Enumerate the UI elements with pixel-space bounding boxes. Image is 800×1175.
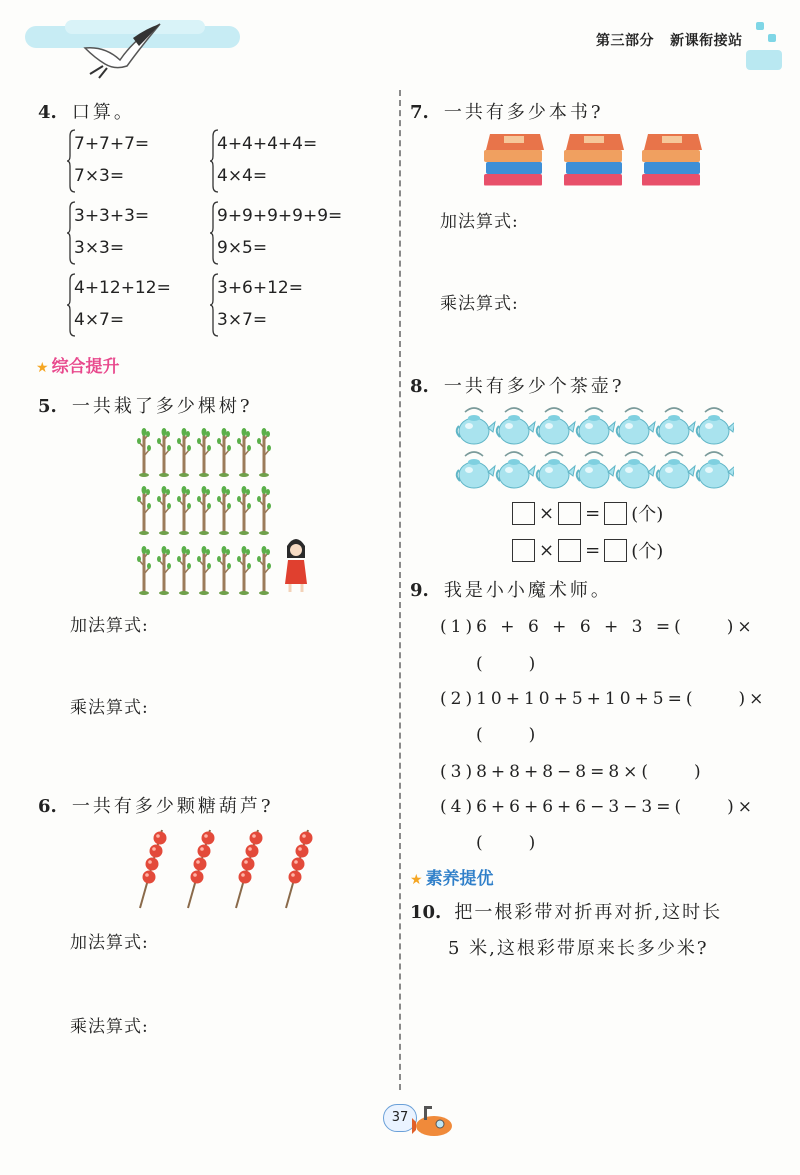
star-icon: ★ xyxy=(410,872,423,888)
unit-label: (个) xyxy=(631,504,664,525)
magic-item-2-blank[interactable]: ( ) xyxy=(476,725,540,745)
question-10 xyxy=(410,898,722,924)
magic-item-1-blank[interactable]: ( ) xyxy=(476,654,540,674)
multiplication-label: 乘法算式: xyxy=(440,294,519,314)
teapots-illustration xyxy=(454,404,734,492)
calc-mul: 9×5= xyxy=(217,238,268,258)
question-text: 把一根彩带对折再对折,这时长 xyxy=(454,902,723,923)
question-number: 9. xyxy=(410,580,429,601)
answer-box[interactable] xyxy=(512,502,535,525)
magic-item-4: (4)6+6+6+6−3−3=( )× xyxy=(440,797,756,817)
books-illustration xyxy=(482,128,708,192)
question-text: 我是小小魔术师。 xyxy=(443,580,612,601)
question-number: 7. xyxy=(410,102,429,123)
calc-pair xyxy=(66,200,206,266)
magic-item-1: (1)6 + 6 + 6 + 3 =( )× xyxy=(440,617,756,637)
girl-icon xyxy=(285,539,307,592)
magic-item-2: (2)10+10+5+10+5=( )× xyxy=(440,689,768,709)
calc-mul: 4×4= xyxy=(217,166,268,186)
page-number: 37 xyxy=(383,1104,417,1132)
calc-pair xyxy=(66,128,206,194)
question-text: 一共有多少颗糖葫芦? xyxy=(71,796,274,817)
answer-box[interactable] xyxy=(558,539,581,562)
calc-pair xyxy=(66,272,206,338)
question-7 xyxy=(410,98,604,124)
addition-label: 加法算式: xyxy=(70,616,149,636)
multiplication-label: 乘法算式: xyxy=(70,698,149,718)
section-heading xyxy=(410,864,494,889)
question-text: 口算。 xyxy=(71,102,135,123)
calc-mul: 3×3= xyxy=(74,238,125,258)
answer-box[interactable] xyxy=(512,539,535,562)
question-text: 一共栽了多少棵树? xyxy=(71,396,253,417)
addition-label: 加法算式: xyxy=(70,933,149,953)
calc-mul: 7×3= xyxy=(74,166,125,186)
calc-mul: 4×7= xyxy=(74,310,125,330)
question-text-continued: 5 米,这根彩带原来长多少米? xyxy=(448,938,709,959)
candied-haws-illustration xyxy=(132,828,332,912)
question-number: 5. xyxy=(38,396,57,417)
magic-item-4-blank[interactable]: ( ) xyxy=(476,833,540,853)
question-text: 一共有多少个茶壶? xyxy=(443,376,625,397)
calc-mul: 3×7= xyxy=(217,310,268,330)
trees-illustration xyxy=(136,424,316,598)
calc-add: 7+7+7= xyxy=(74,134,150,154)
question-text: 一共有多少本书? xyxy=(443,102,604,123)
addition-label: 加法算式: xyxy=(440,212,519,232)
star-icon: ★ xyxy=(36,360,49,376)
header-decoration xyxy=(742,20,782,70)
question-5 xyxy=(38,392,253,418)
calc-add: 4+12+12= xyxy=(74,278,171,298)
submarine-icon xyxy=(410,1098,454,1142)
calc-pair xyxy=(209,200,349,266)
section-title: 综合提升 xyxy=(51,357,120,377)
blank-equation: × = (个) xyxy=(510,500,665,526)
question-8 xyxy=(410,372,625,398)
question-number: 10. xyxy=(410,902,442,923)
question-number: 8. xyxy=(410,376,429,397)
header-part: 第三部分 xyxy=(596,33,654,49)
calc-add: 3+3+3= xyxy=(74,206,150,226)
question-number: 6. xyxy=(38,796,57,817)
answer-box[interactable] xyxy=(604,502,627,525)
magic-item-3: (3)8+8+8−8=8×( ) xyxy=(440,762,705,782)
seagull-icon xyxy=(75,18,165,80)
blank-equation: × = (个) xyxy=(510,537,665,563)
calc-pair xyxy=(209,272,349,338)
question-6 xyxy=(38,792,274,818)
unit-label: (个) xyxy=(631,541,664,562)
section-heading xyxy=(36,352,120,377)
question-9 xyxy=(410,576,612,602)
header-title xyxy=(596,30,743,50)
calc-add: 4+4+4+4= xyxy=(217,134,318,154)
answer-box[interactable] xyxy=(604,539,627,562)
calc-add: 3+6+12= xyxy=(217,278,303,298)
column-divider xyxy=(399,90,401,1090)
question-4 xyxy=(38,98,135,124)
header-section: 新课衔接站 xyxy=(670,33,743,49)
multiplication-label: 乘法算式: xyxy=(70,1017,149,1037)
answer-box[interactable] xyxy=(558,502,581,525)
section-title: 素养提优 xyxy=(425,869,494,889)
calc-pair xyxy=(209,128,349,194)
question-number: 4. xyxy=(38,102,57,123)
calc-add: 9+9+9+9+9= xyxy=(217,206,343,226)
